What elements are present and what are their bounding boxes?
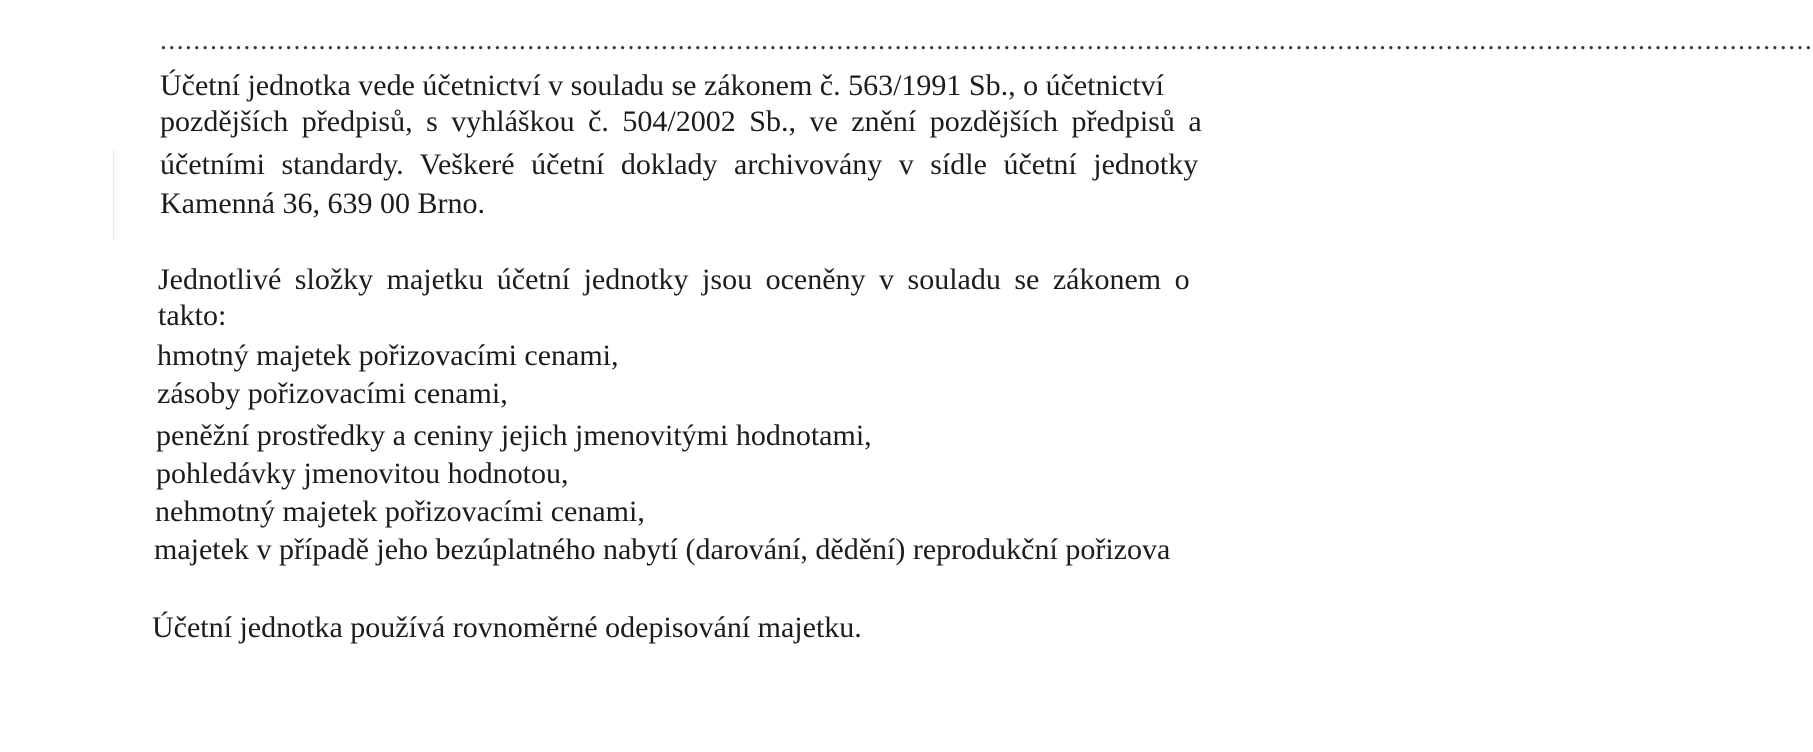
paragraph-line: Účetní jednotka vede účetnictví v souladu se zákonem č. 563/1991 Sb., o účetnictví [160, 69, 1164, 102]
list-item: hmotný majetek pořizovacími cenami, [157, 339, 619, 372]
list-item: majetek v případě jeho bezúplatného nabytí (darování, dědění) reprodukční pořizova [154, 533, 1171, 566]
paragraph-line: Kamenná 36, 639 00 Brno. [160, 187, 485, 220]
list-item: pohledávky jmenovitou hodnotou, [156, 457, 569, 490]
paragraph-line: účetními standardy. Veškeré účetní doklady archivovány v sídle účetní jednotky [160, 148, 1199, 181]
paragraph-line: pozdějších předpisů, s vyhláškou č. 504/2002 Sb., ve znění pozdějších předpisů a [160, 105, 1202, 138]
scan-artifact-line [113, 150, 114, 240]
list-item: zásoby pořizovacími cenami, [157, 377, 508, 410]
list-item: peněžní prostředky a ceniny jejich jmenovitými hodnotami, [156, 419, 872, 452]
paragraph-line: Jednotlivé složky majetku účetní jednotky jsou oceněny v souladu se zákonem o [158, 263, 1190, 296]
paragraph-line: takto: [158, 299, 227, 332]
list-item: nehmotný majetek pořizovacími cenami, [155, 495, 645, 528]
paragraph-line: Účetní jednotka používá rovnoměrné odepisování majetku. [152, 611, 862, 644]
dotted-rule: ...................................................................................................................................................................................................... [160, 25, 1813, 55]
